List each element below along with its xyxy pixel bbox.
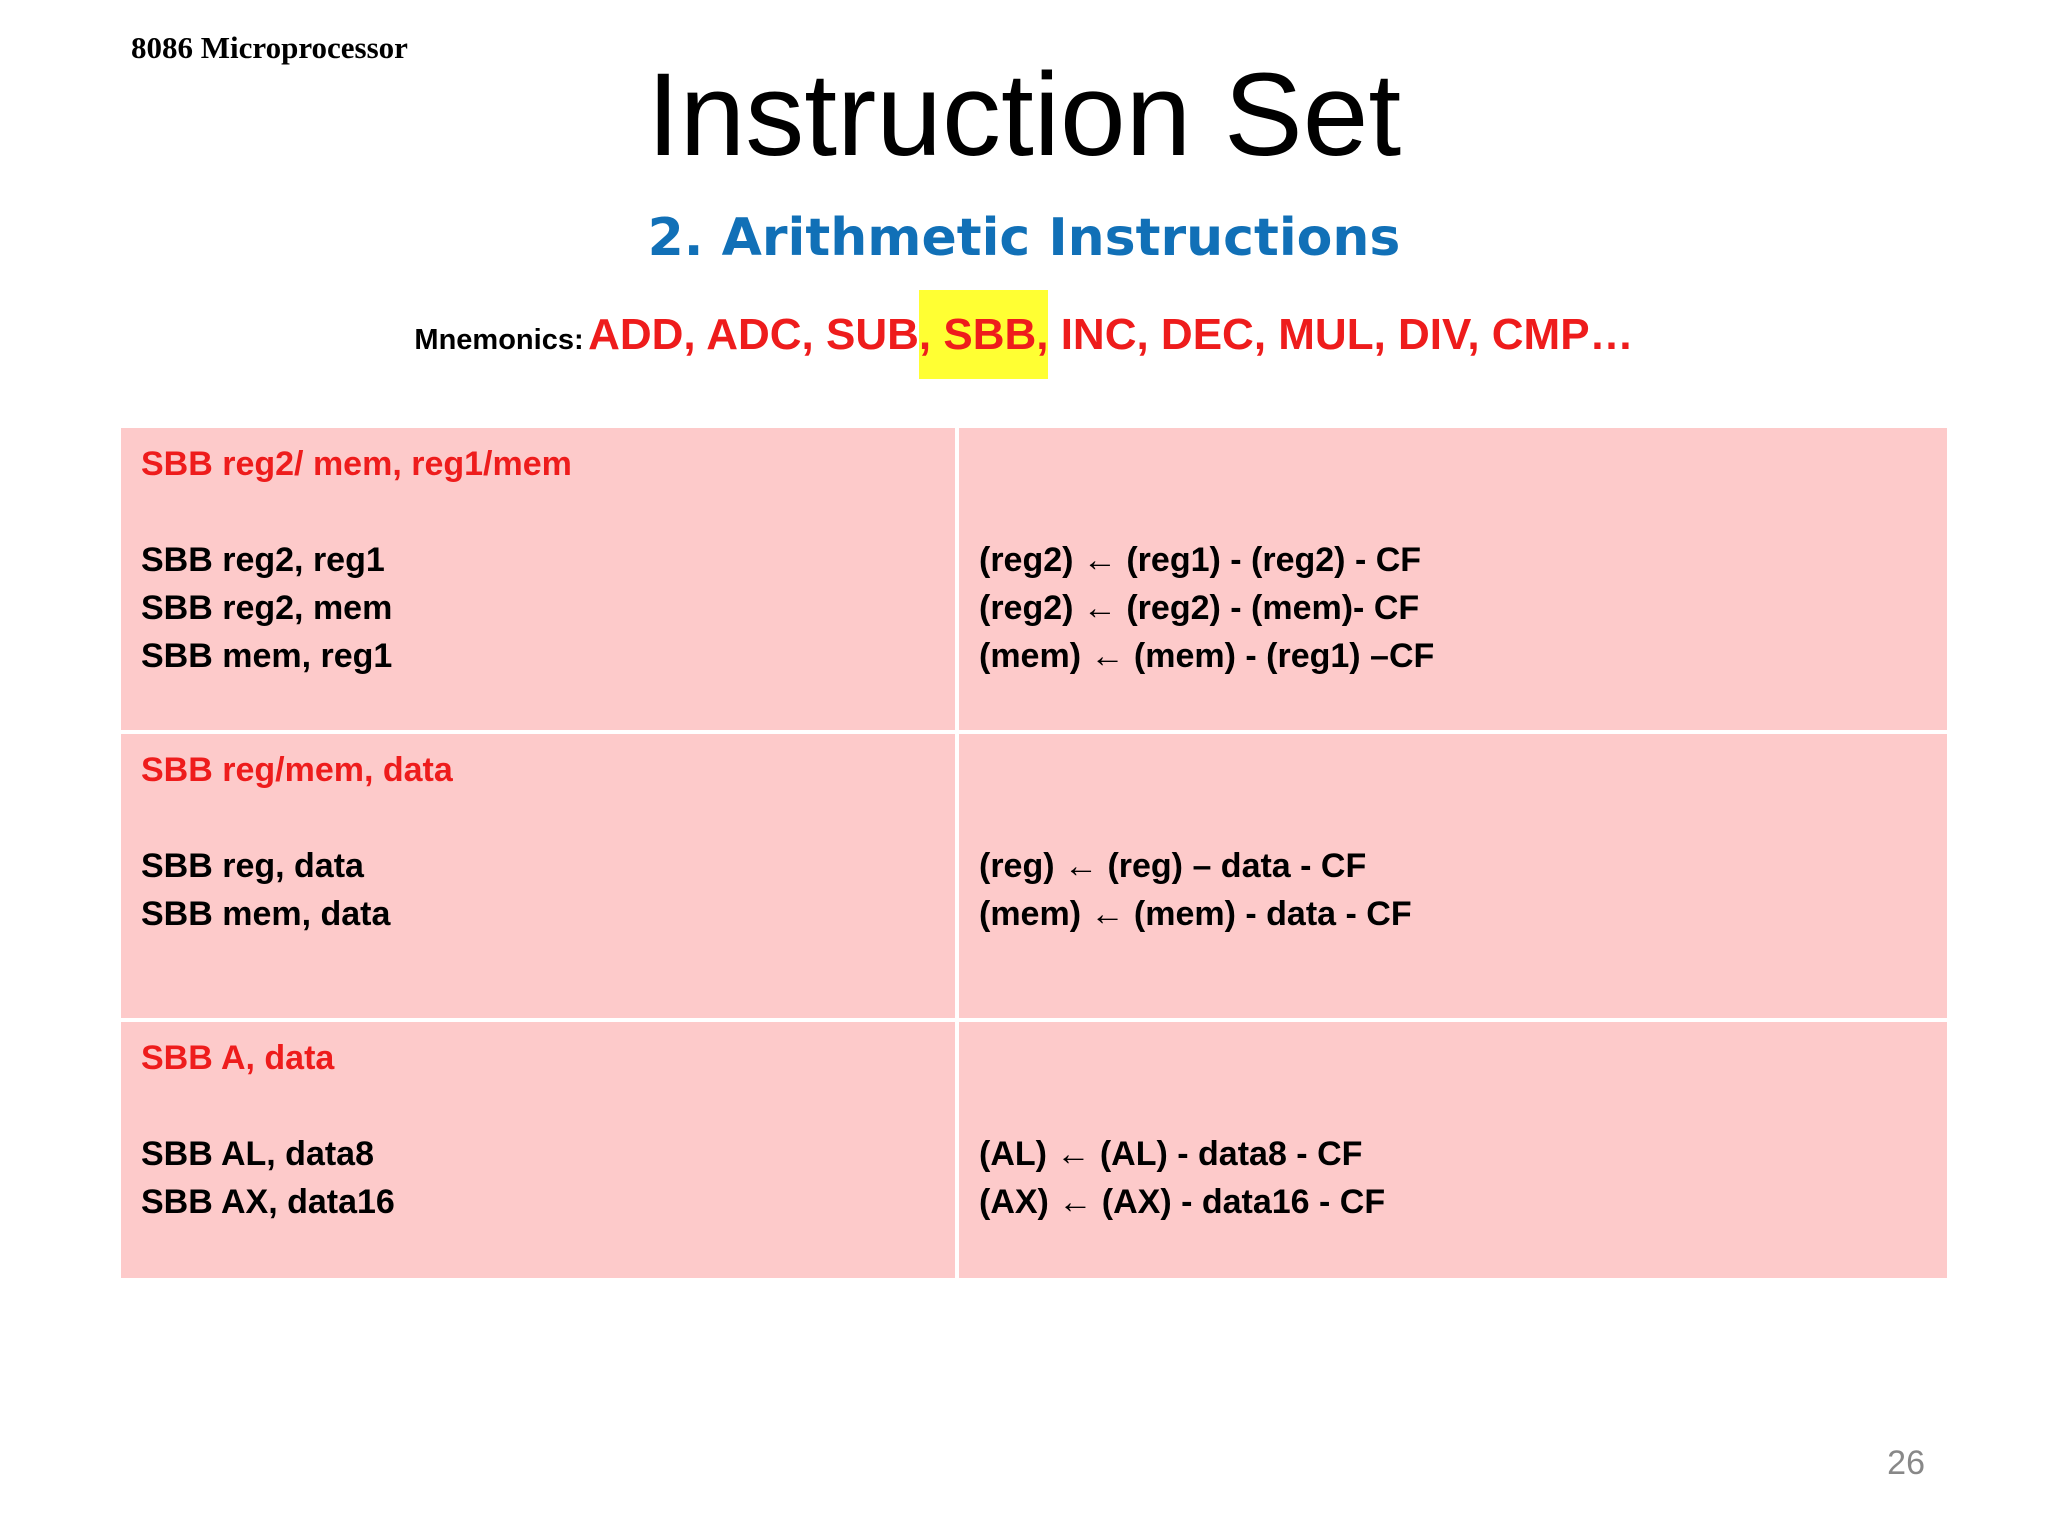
mnemonics-label: Mnemonics:: [414, 324, 584, 356]
instruction-cell: [121, 734, 955, 1018]
mnemonic-list-start: ADD, ADC, SUB: [588, 310, 919, 359]
operation-line: (mem) ← (mem) - (reg1) –CF: [979, 637, 1435, 675]
table-row: [121, 734, 1947, 1018]
operation-line: (reg2) ← (reg1) - (reg2) - CF: [979, 541, 1422, 579]
slide-title: Instruction Set: [646, 49, 1402, 181]
instruction-line: SBB mem, data: [141, 895, 391, 933]
instruction-line: SBB mem, reg1: [141, 637, 393, 675]
operation-line: (mem) ← (mem) - data - CF: [979, 895, 1412, 933]
operation-cell: [959, 428, 1947, 730]
operation-cell: [959, 734, 1947, 1018]
mnemonic-highlighted-sbb: , SBB,: [919, 290, 1049, 379]
mnemonic-list-end: INC, DEC, MUL, DIV, CMP…: [1048, 310, 1634, 359]
instruction-format-heading: SBB A, data: [141, 1039, 335, 1077]
page-number: 26: [1887, 1444, 1925, 1482]
operation-cell: [959, 1022, 1947, 1278]
instruction-cell: [121, 428, 955, 730]
instruction-format-heading: SBB reg/mem, data: [141, 751, 453, 789]
operation-line: (AL) ← (AL) - data8 - CF: [979, 1135, 1363, 1173]
table-row: [121, 1022, 1947, 1278]
instruction-table: [121, 428, 1947, 1282]
instruction-line: SBB reg, data: [141, 847, 364, 885]
instruction-line: SBB reg2, reg1: [141, 541, 385, 579]
instruction-cell: [121, 1022, 955, 1278]
instruction-line: SBB AX, data16: [141, 1183, 395, 1221]
table-row: [121, 428, 1947, 730]
operation-line: (reg2) ← (reg2) - (mem)- CF: [979, 589, 1420, 627]
operation-line: (AX) ← (AX) - data16 - CF: [979, 1183, 1386, 1221]
course-label: 8086 Microprocessor: [131, 30, 408, 65]
mnemonics-line: [0, 290, 2048, 380]
slide-subtitle: 2. Arithmetic Instructions: [647, 208, 1401, 268]
operation-line: (reg) ← (reg) – data - CF: [979, 847, 1367, 885]
instruction-format-heading: SBB reg2/ mem, reg1/mem: [141, 445, 572, 483]
instruction-line: SBB AL, data8: [141, 1135, 375, 1173]
instruction-line: SBB reg2, mem: [141, 589, 393, 627]
